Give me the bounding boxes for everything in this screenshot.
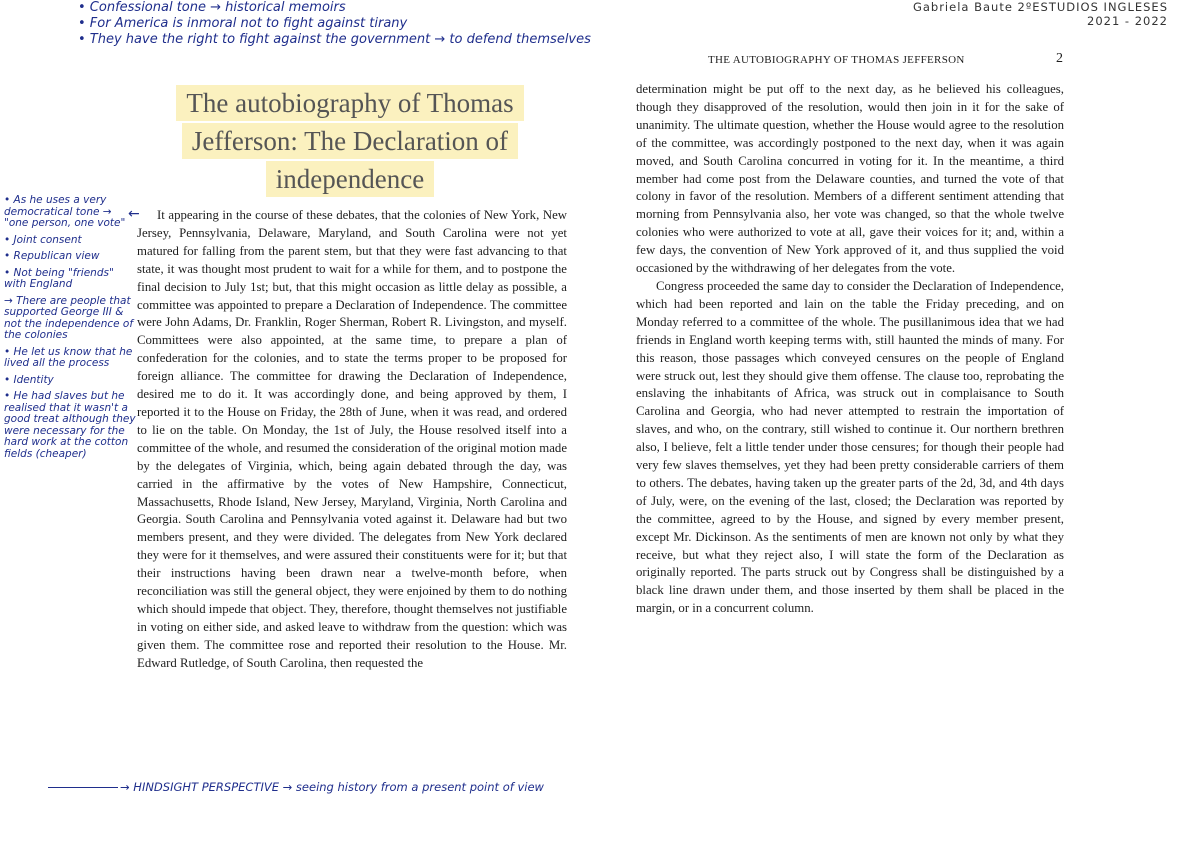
student-info — [913, 0, 1168, 28]
arrow-line — [48, 787, 118, 788]
top-annotation: • They have the right to fight against the government → to defend themselves — [78, 32, 591, 47]
paragraph: It appearing in the course of these debates, that the colonies of New York, New Jersey, Pennsylvania, Delaware, Maryland, and South Carolina were not yet matured for falling from the parent stem, but that they were fast advancing to that state, it was thought most prudent to wait for a while for them, and to postpone the final decision to July 1st; but, that this might occasion as little delay as possible, a committee was appointed to prepare a Declaration of Independence. The committee were John Adams, Dr. Franklin, Roger Sherman, Robert R. Livingston, and myself. Committees were also appointed, at the same time, to prepare a plan of confederation for the colonies, and to state the terms proper to be proposed for foreign alliance. The committee for drawing the Declaration of Independence, desired me to do it. It was accordingly done, and being approved by them, I reported it to the House on Friday, the 28th of June, when it was read, and ordered to lie on the table. On Monday, the 1st of July, the House resolved itself into a committee of the whole, and resumed the consideration of the original motion made by the delegates of Virginia, which, being again debated through the day, was carried in the affirmative by the votes of New Hampshire, Connecticut, Massachusetts, Rhode Island, New Jersey, Maryland, Virginia, North Carolina and Georgia. South Carolina and Pennsylvania voted against it. Delaware had but two members present, and they were divided. The delegates from New York declared they were for it themselves, and were assured their constituents were for it; but that their instructions having been drawn near a twelve-month before, when reconciliation was still the general object, they were enjoined by them to do nothing which should impede that object. They, therefore, thought themselves not justifiable in voting on either side, and asked leave to withdraw from the question: which was given them. The committee rose and reported their resolution to the House. Mr. Edward Rutledge, of South Carolina, then requested the — [137, 208, 568, 670]
margin-note: • As he uses a very democratical tone → "one person, one vote" — [4, 194, 126, 229]
bottom-annotation-text: → HINDSIGHT PERSPECTIVE → seeing history from a present point of view — [120, 780, 544, 794]
margin-annotations — [4, 195, 139, 465]
margin-note: • Identity — [4, 373, 54, 386]
margin-note: • Not being "friends" with England — [4, 266, 114, 290]
left-column — [137, 207, 567, 673]
paragraph: Congress proceeded the same day to consider the Declaration of Independence, which had been reported and lain on the table the Friday preceding, and on Monday referred to a committee of the whole. The pusillanimous idea that we had friends in England worth keeping terms with, still haunted the minds of many. For this reason, those passages which conveyed censures on the people of England were struck out, lest they should give them offense. The clause too, reprobating the enslaving the inhabitants of Africa, was struck out in complaisance to South Carolina and Georgia, who had never attempted to restrain the importation of slaves, and who, on the contrary, still wished to continue it. Our northern brethren also, I believe, felt a little tender under those censures; for though their people had very few slaves themselves, yet they had been pretty considerable carriers of them to others. The debates, having taken up the greater parts of the 2d, 3d, and 4th days of July, were, on the evening of the last, closed; the Declaration was reported by the committee, agreed to by the House, and signed by every member present, except Mr. Dickinson. As the sentiments of men are known not only by what they receive, but what they reject also, I will state the form of the Declaration as originally reported. The parts struck out by Congress shall be distinguished by a black line drawn under them, and those inserted by them shall be placed in the margin, or in a concurrent column. — [636, 278, 1064, 616]
margin-note: • Republican view — [4, 250, 100, 262]
academic-year: 2021 - 2022 — [1087, 14, 1168, 28]
title-line: independence — [266, 161, 434, 197]
bottom-annotation — [48, 780, 544, 794]
title-line: The autobiography of Thomas — [176, 85, 523, 121]
top-annotation: • For America is inmoral not to fight against tirany — [78, 16, 408, 31]
margin-note: • He had slaves but he realised that it wasn't a good treat although they were necessary for the hard work at the cotton fields (cheaper) — [4, 390, 136, 460]
top-annotations — [78, 0, 591, 48]
margin-note: → There are people that supported George III & not the independence of the colonies — [4, 294, 134, 341]
running-head: THE AUTOBIOGRAPHY OF THOMAS JEFFERSON — [708, 54, 965, 66]
title-line: Jefferson: The Declaration of — [182, 123, 518, 159]
margin-note: • He let us know that he lived all the process — [4, 345, 133, 369]
top-annotation: • Confessional tone → historical memoirs — [78, 0, 346, 15]
right-column — [636, 81, 1064, 618]
margin-note: • Joint consent — [4, 233, 82, 246]
page-number: 2 — [1056, 51, 1063, 66]
left-arrow-icon: ← — [128, 206, 140, 222]
document-title — [140, 85, 560, 199]
paragraph: determination might be put off to the next day, as he believed his colleagues, though they disapproved of the resolution, would then join in it for the sake of unanimity. The ultimate question, whether the House would agree to the resolution of the committee, was accordingly postponed to the next day, when it was again moved, and South Carolina concurred in voting for it. In the meantime, a third member had come post from the Delaware counties, and turned the vote of that colony in favor of the resolution. Members of a different sentiment attending that morning from Pennsylvania also, her vote was changed, so that the whole twelve colonies who were authorized to vote at all, gave their voices for it; and, within a few days, the convention of New York approved of it, and thus supplied the void occasioned by the withdrawing of her delegates from the vote. — [636, 82, 1064, 276]
student-name: Gabriela Baute 2ºESTUDIOS INGLESES — [912, 0, 1168, 14]
